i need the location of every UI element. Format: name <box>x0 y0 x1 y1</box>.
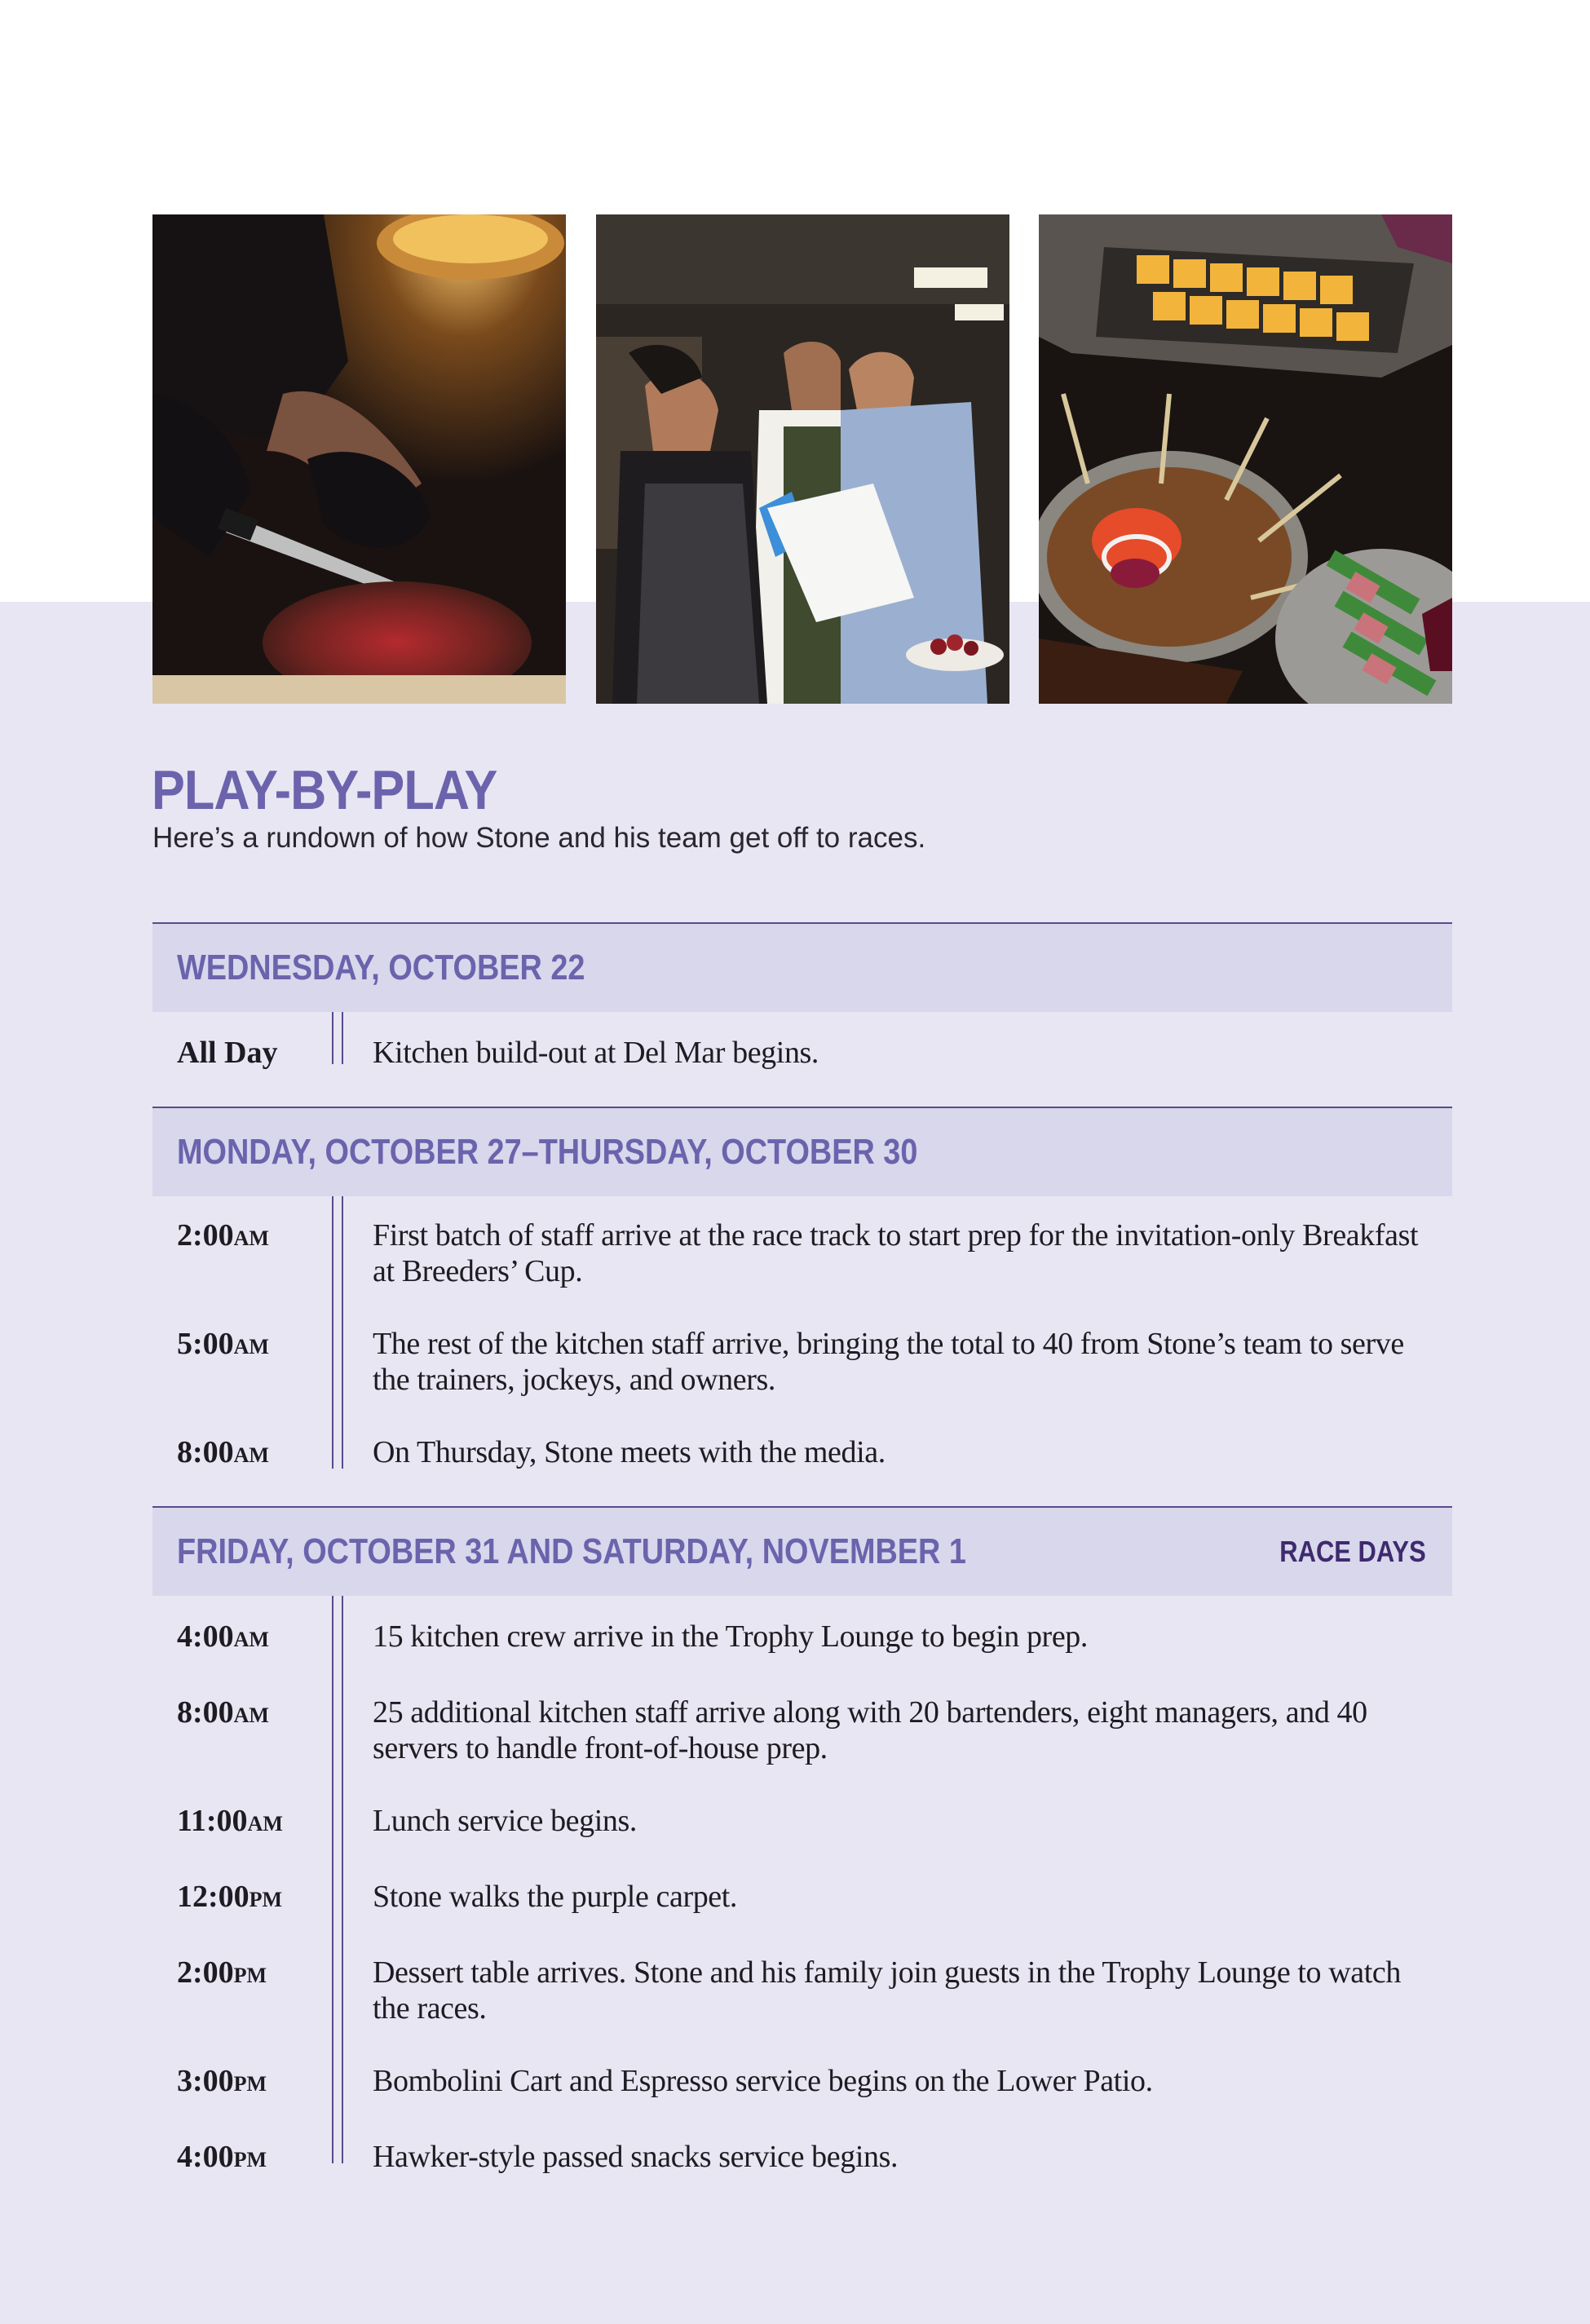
entry-time: 2:00PM <box>177 1955 267 1990</box>
schedule-entry <box>152 1217 1452 1289</box>
day-section-wednesday <box>152 922 1452 1107</box>
photo-strip <box>152 214 1452 704</box>
entry-text: Lunch service begins. <box>373 1804 637 1838</box>
schedule-entry <box>152 1879 1452 1918</box>
entry-time: 3:00PM <box>177 2064 267 2098</box>
entry-text: Hawker-style passed snacks service begins. <box>373 2140 899 2174</box>
day-title: WEDNESDAY, OCTOBER 22 <box>177 948 585 987</box>
entry-list <box>152 1012 1452 1107</box>
page-headline: PLAY-BY-PLAY <box>152 759 497 821</box>
day-title: FRIDAY, OCTOBER 31 AND SATURDAY, NOVEMBER 1 <box>177 1531 966 1571</box>
day-header <box>152 1506 1452 1596</box>
entry-text: Dessert table arrives. Stone and his family join guests in the Trophy Lounge to watch the races. <box>373 1955 1401 2026</box>
day-title: MONDAY, OCTOBER 27–THURSDAY, OCTOBER 30 <box>177 1132 918 1172</box>
schedule-entry <box>152 1955 1452 2026</box>
schedule-entry <box>152 1326 1452 1398</box>
day-section-race-days <box>152 1506 1452 2202</box>
entry-time: 12:00PM <box>177 1880 283 1914</box>
photo-catering-spread <box>1039 214 1452 704</box>
day-header <box>152 1107 1452 1196</box>
entry-time: All Day <box>177 1036 278 1070</box>
entry-text: 25 additional kitchen staff arrive along with 20 bartenders, eight managers, and 40 servers to handle front-of-house prep. <box>373 1695 1367 1765</box>
entry-list <box>152 1596 1452 2202</box>
schedule-entry <box>152 1035 1452 1074</box>
page-subheadline: Here’s a rundown of how Stone and his team get off to races. <box>152 822 926 854</box>
entry-text: On Thursday, Stone meets with the media. <box>373 1435 886 1469</box>
schedule-entry <box>152 1694 1452 1766</box>
entry-time: 5:00AM <box>177 1327 269 1361</box>
schedule-entry <box>152 2063 1452 2102</box>
entry-time: 11:00AM <box>177 1804 283 1838</box>
entry-text: First batch of staff arrive at the race track to start prep for the invitation-only Breakfast at Breeders’ Cup. <box>373 1218 1419 1288</box>
schedule-entry <box>152 2139 1452 2178</box>
entry-text: 15 kitchen crew arrive in the Trophy Lounge to begin prep. <box>373 1619 1088 1654</box>
entry-list <box>152 1196 1452 1506</box>
schedule-entry <box>152 1803 1452 1842</box>
schedule <box>152 922 1452 2202</box>
race-days-tag: RACE DAYS <box>1279 1535 1426 1568</box>
day-header <box>152 922 1452 1012</box>
entry-text: Kitchen build-out at Del Mar begins. <box>373 1036 819 1070</box>
schedule-entry <box>152 1434 1452 1473</box>
entry-time: 2:00AM <box>177 1218 269 1253</box>
entry-time: 8:00AM <box>177 1695 269 1730</box>
photo-carving-roast <box>152 214 566 704</box>
day-section-monday-thursday <box>152 1107 1452 1506</box>
entry-time: 4:00PM <box>177 2140 267 2174</box>
entry-text: The rest of the kitchen staff arrive, bringing the total to 40 from Stone’s team to serve the trainers, jockeys, and owners. <box>373 1327 1404 1397</box>
entry-time: 4:00AM <box>177 1619 269 1654</box>
entry-text: Bombolini Cart and Espresso service begins on the Lower Patio. <box>373 2064 1153 2098</box>
entry-text: Stone walks the purple carpet. <box>373 1880 738 1914</box>
entry-time: 8:00AM <box>177 1435 269 1469</box>
photo-kitchen-team <box>596 214 1009 704</box>
schedule-entry <box>152 1619 1452 1658</box>
